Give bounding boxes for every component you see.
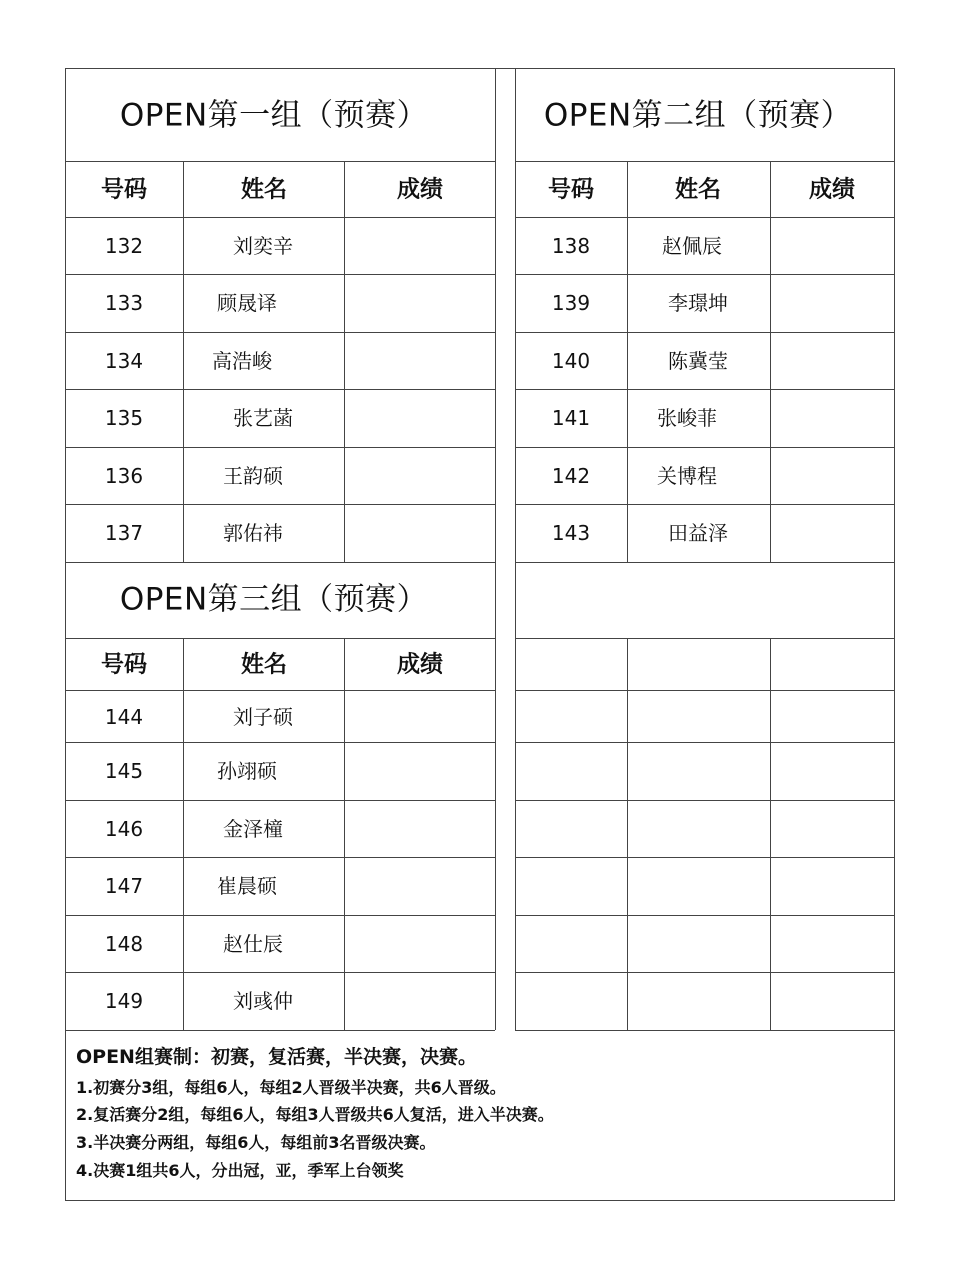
grid-line [515,217,895,218]
athlete-name: 郭佑祎 [223,521,283,545]
rule-item-2: 2.复活赛分2组，每组6人，每组3人晋级共6人复活，进入半决赛。 [76,1105,554,1124]
grid-line [65,1030,495,1031]
grid-line [627,638,628,1030]
column-header: 号码 [101,176,147,203]
grid-line [515,1030,895,1031]
rule-item-3: 3.半决赛分两组，每组6人，每组前3名晋级决赛。 [76,1133,436,1152]
grid-line [515,447,895,448]
grid-line [65,161,495,162]
grid-line [515,742,895,743]
grid-line [515,274,895,275]
grid-line [65,274,495,275]
column-header: 成绩 [397,651,443,678]
bib-number: 134 [104,349,144,373]
bib-number: 136 [104,464,144,488]
athlete-name: 刘彧仲 [233,989,293,1013]
bib-number: 132 [104,234,144,258]
bib-number: 139 [551,291,591,315]
bib-number: 141 [551,406,591,430]
grid-line [65,690,495,691]
athlete-name: 陈冀莹 [668,349,728,373]
grid-line [65,562,495,563]
athlete-name: 张峻菲 [657,406,717,430]
grid-line [65,504,495,505]
bib-number: 138 [551,234,591,258]
grid-line [515,857,895,858]
athlete-name: 高浩峻 [212,349,272,373]
column-header: 号码 [548,176,594,203]
group-title: OPEN第三组（预赛） [119,581,429,618]
grid-line [515,690,895,691]
grid-line [65,389,495,390]
bib-number: 146 [104,817,144,841]
grid-line [65,742,495,743]
grid-line [515,68,516,1030]
column-header: 姓名 [241,651,287,678]
grid-line [344,161,345,562]
grid-line [65,332,495,333]
grid-line [515,972,895,973]
athlete-name: 刘奕辛 [233,234,293,258]
athlete-name: 李璟坤 [668,291,728,315]
grid-line [515,915,895,916]
grid-line [515,332,895,333]
grid-line [515,389,895,390]
grid-line [183,638,184,1030]
bib-number: 143 [551,521,591,545]
column-header: 号码 [101,651,147,678]
bib-number: 145 [104,759,144,783]
bib-number: 142 [551,464,591,488]
group-title: OPEN第一组（预赛） [119,97,429,134]
athlete-name: 张艺菡 [233,406,293,430]
grid-line [65,217,495,218]
column-header: 成绩 [809,176,855,203]
grid-line [770,638,771,1030]
rule-item-4: 4.决赛1组共6人，分出冠，亚，季军上台领奖 [76,1161,404,1180]
bib-number: 135 [104,406,144,430]
group-title: OPEN第二组（预赛） [543,97,853,134]
grid-line [515,638,895,639]
rules-heading: OPEN组赛制：初赛，复活赛，半决赛，决赛。 [76,1046,477,1068]
grid-line [344,638,345,1030]
column-header: 成绩 [397,176,443,203]
grid-line [515,800,895,801]
grid-line [65,857,495,858]
grid-line [627,161,628,562]
grid-line [183,161,184,562]
athlete-name: 赵佩辰 [662,234,722,258]
column-header: 姓名 [675,176,721,203]
bib-number: 137 [104,521,144,545]
bib-number: 133 [104,291,144,315]
bib-number: 144 [104,705,144,729]
bib-number: 149 [104,989,144,1013]
grid-line [515,161,895,162]
grid-line [770,161,771,562]
grid-line [65,447,495,448]
column-header: 姓名 [241,176,287,203]
grid-line [515,562,895,563]
grid-line [495,68,496,1030]
athlete-name: 刘子硕 [233,705,293,729]
athlete-name: 王韵硕 [223,464,283,488]
athlete-name: 顾晟译 [217,291,277,315]
bib-number: 140 [551,349,591,373]
athlete-name: 崔晨硕 [217,874,277,898]
grid-line [515,504,895,505]
rule-item-1: 1.初赛分3组，每组6人，每组2人晋级半决赛，共6人晋级。 [76,1078,506,1097]
grid-line [65,915,495,916]
athlete-name: 关博程 [657,464,717,488]
athlete-name: 孙翊硕 [217,759,277,783]
athlete-name: 田益泽 [668,521,728,545]
athlete-name: 赵仕辰 [223,932,283,956]
bib-number: 148 [104,932,144,956]
bib-number: 147 [104,874,144,898]
grid-line [65,638,495,639]
grid-line [65,972,495,973]
grid-line [65,800,495,801]
athlete-name: 金泽橦 [223,817,283,841]
